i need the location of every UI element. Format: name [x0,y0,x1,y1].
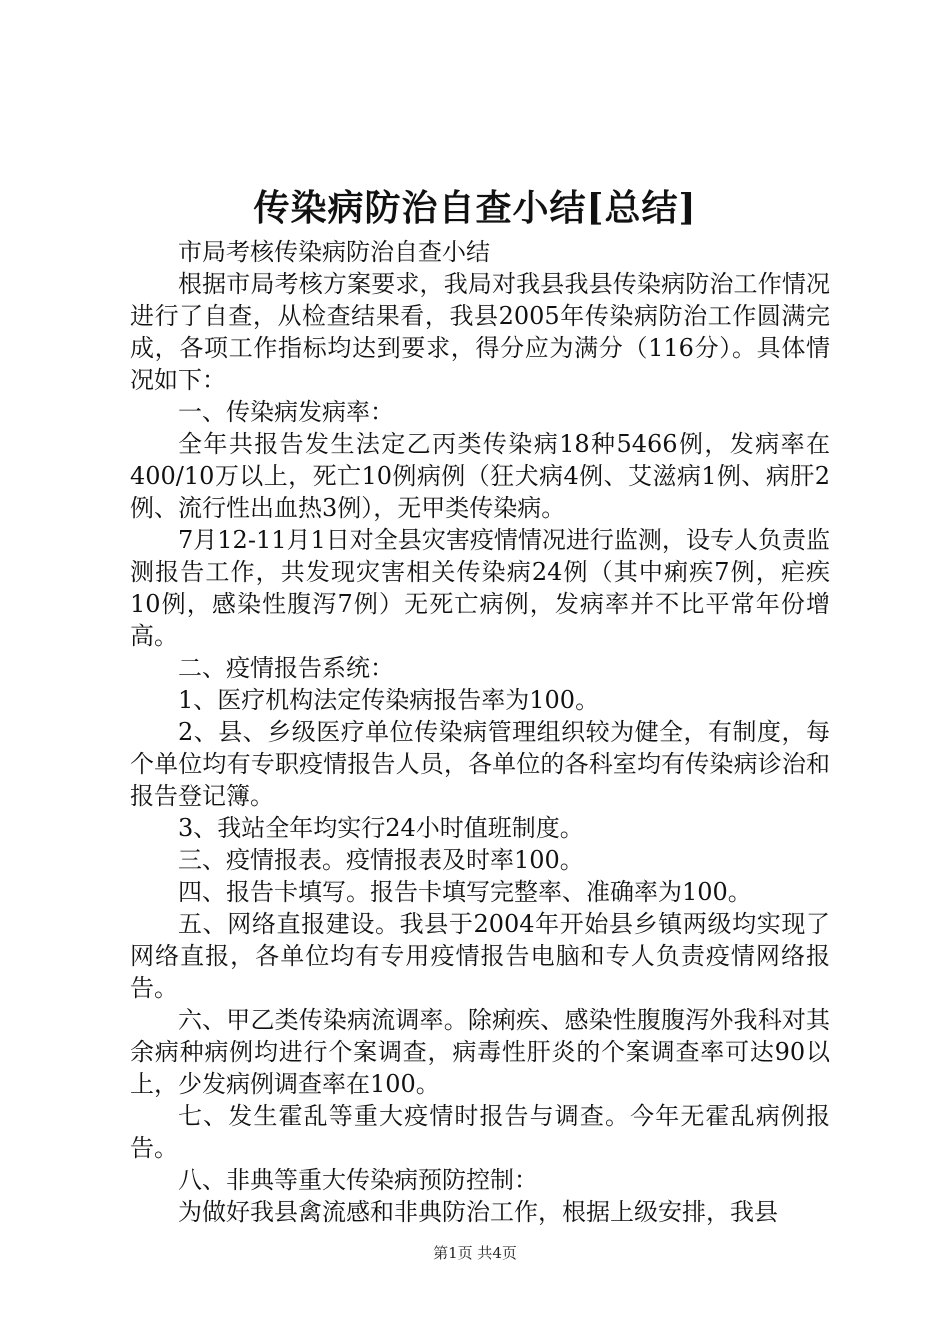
document-body [130,236,830,1228]
paragraph-prevention: 为做好我县禽流感和非典防治工作，根据上级安排，我县 [178,1198,778,1226]
section-heading-2: 二、疫情报告系统： [178,654,394,682]
list-item-1: 1、医疗机构法定传染病报告率为100。 [178,686,600,714]
list-item-2: 2、县、乡级医疗单位传染病管理组织较为健全，有制度，每个单位均有专职疫情报告人员，各单位的各科室均有传染病诊治和报告登记簿。 [130,718,830,810]
paragraph-disaster-monitoring: 7月12-11月1日对全县灾害疫情情况进行监测，设专人负责监测报告工作，共发现灾害相关传染病24例（其中痢疾7例，疟疾10例，感染性腹泻7例）无死亡病例，发病率并不比平常年份增高。 [130,526,830,650]
paragraph-incidence: 全年共报告发生法定乙丙类传染病18种5466例，发病率在400/10万以上，死亡10例病例（狂犬病4例、艾滋病1例、病肝2例、流行性出血热3例），无甲类传染病。 [130,430,830,522]
section-heading-4: 四、报告卡填写。报告卡填写完整率、准确率为100。 [178,878,752,906]
paragraph-subtitle: 市局考核传染病防治自查小结 [178,238,490,266]
paragraph-intro: 根据市局考核方案要求，我局对我县我县传染病防治工作情况进行了自查，从检查结果看，我县2005年传染病防治工作圆满完成，各项工作指标均达到要求，得分应为满分（116分）。具体情况如下： [130,270,830,394]
section-heading-6: 六、甲乙类传染病流调率。除痢疾、感染性腹腹泻外我科对其余病种病例均进行个案调查，病毒性肝炎的个案调查率可达90以上，少发病例调查率在100。 [130,1006,830,1098]
section-heading-5: 五、网络直报建设。我县于2004年开始县乡镇两级均实现了网络直报，各单位均有专用疫情报告电脑和专人负责疫情网络报告。 [130,910,830,1002]
list-item-3: 3、我站全年均实行24小时值班制度。 [178,814,584,842]
section-heading-8: 八、非典等重大传染病预防控制： [178,1166,538,1194]
page-footer: 第1页 共4页 [433,1244,517,1262]
document-title: 传染病防治自查小结[总结] [253,187,697,229]
section-heading-1: 一、传染病发病率： [178,398,394,426]
section-heading-7: 七、发生霍乱等重大疫情时报告与调查。今年无霍乱病例报告。 [130,1102,830,1162]
section-heading-3: 三、疫情报表。疫情报表及时率100。 [178,846,584,874]
